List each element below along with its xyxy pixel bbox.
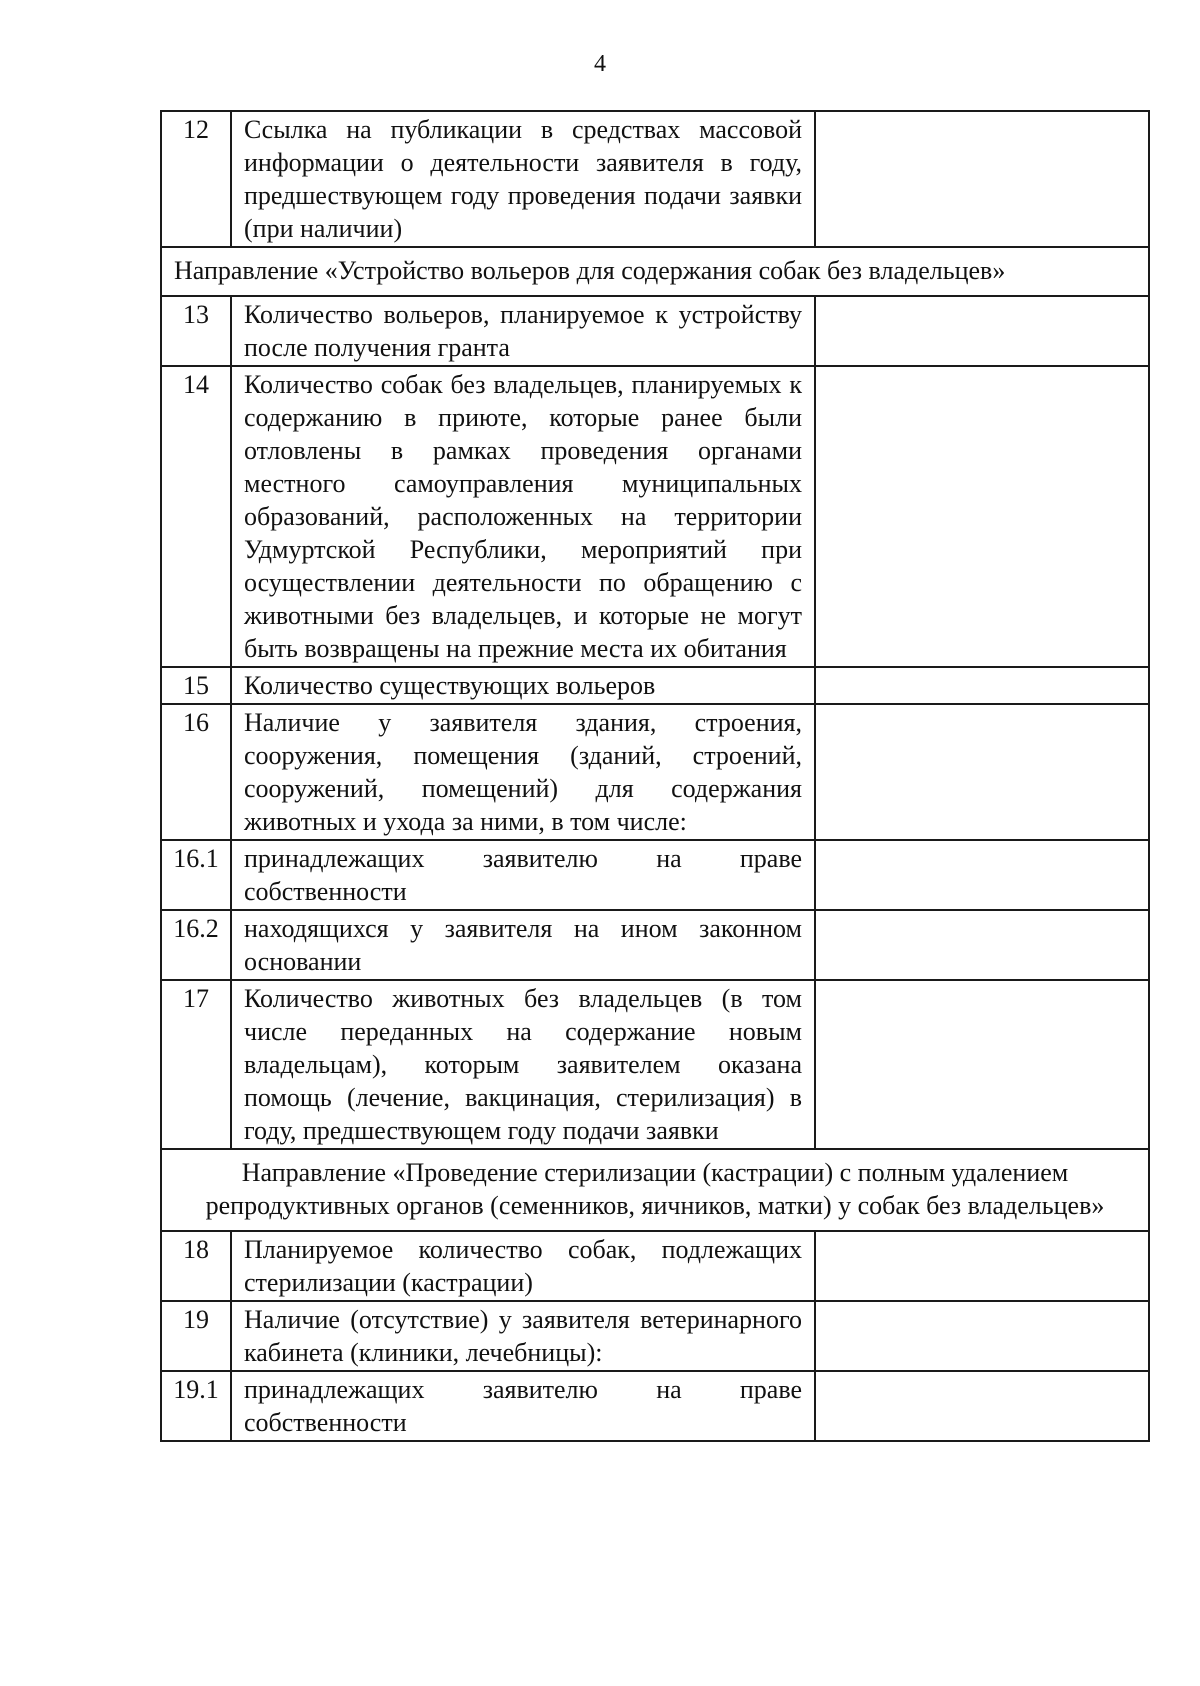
table-row [161,840,1149,910]
table-body [161,111,1149,1441]
table-row [161,1371,1149,1441]
row-number: 15 [161,667,231,704]
row-number: 19 [161,1301,231,1371]
row-description: Планируемое количество собак, подлежащих стерилизации (кастрации) [231,1231,815,1301]
row-description: Количество вольеров, планируемое к устройству после получения гранта [231,296,815,366]
row-value-field[interactable] [815,840,1149,910]
table-row [161,667,1149,704]
row-value-field[interactable] [815,1301,1149,1371]
section-title: Направление «Устройство вольеров для содержания собак без владельцев» [161,247,1149,296]
row-description: Наличие у заявителя здания, строения, сооружения, помещения (зданий, строений, сооружений, помещений) для содержания животных и ухода за ними, в том числе: [231,704,815,840]
section-header-row [161,1149,1149,1231]
row-number: 16.1 [161,840,231,910]
table-row [161,1231,1149,1301]
row-number: 18 [161,1231,231,1301]
row-description: Ссылка на публикации в средствах массовой информации о деятельности заявителя в году, предшествующем году проведения подачи заявки (при наличии) [231,111,815,247]
row-number: 19.1 [161,1371,231,1441]
row-description: Наличие (отсутствие) у заявителя ветеринарного кабинета (клиники, лечебницы): [231,1301,815,1371]
table-row [161,296,1149,366]
application-form-table [160,110,1150,1442]
row-number: 16.2 [161,910,231,980]
row-number: 16 [161,704,231,840]
row-value-field[interactable] [815,1231,1149,1301]
row-value-field[interactable] [815,296,1149,366]
row-description: принадлежащих заявителю на праве собственности [231,840,815,910]
table-row [161,704,1149,840]
section-header-row [161,247,1149,296]
row-number: 14 [161,366,231,667]
section-title: Направление «Проведение стерилизации (кастрации) с полным удалением репродуктивных органов (семенников, яичников, матки) у собак без владельцев» [161,1149,1149,1231]
row-number: 12 [161,111,231,247]
page-number: 4 [594,51,606,77]
row-number: 17 [161,980,231,1149]
table-row [161,111,1149,247]
row-description: Количество животных без владельцев (в том числе переданных на содержание новым владельцам), которым заявителем оказана помощь (лечение, вакцинация, стерилизация) в году, предшествующем году подачи заявки [231,980,815,1149]
row-description: Количество собак без владельцев, планируемых к содержанию в приюте, которые ранее были отловлены в рамках проведения органами местного самоуправления муниципальных образований, расположенных на территории Удмуртской Республики, мероприятий при осуществлении деятельности по обращению с животными без владельцев, и которые не могут быть возвращены на прежние места их обитания [231,366,815,667]
row-description: находящихся у заявителя на ином законном основании [231,910,815,980]
row-value-field[interactable] [815,366,1149,667]
table-row [161,366,1149,667]
row-value-field[interactable] [815,704,1149,840]
row-value-field[interactable] [815,667,1149,704]
row-number: 13 [161,296,231,366]
table-row [161,910,1149,980]
row-value-field[interactable] [815,910,1149,980]
row-value-field[interactable] [815,111,1149,247]
row-value-field[interactable] [815,980,1149,1149]
row-description: принадлежащих заявителю на праве собственности [231,1371,815,1441]
table-row [161,1301,1149,1371]
table-row [161,980,1149,1149]
row-description: Количество существующих вольеров [231,667,815,704]
row-value-field[interactable] [815,1371,1149,1441]
